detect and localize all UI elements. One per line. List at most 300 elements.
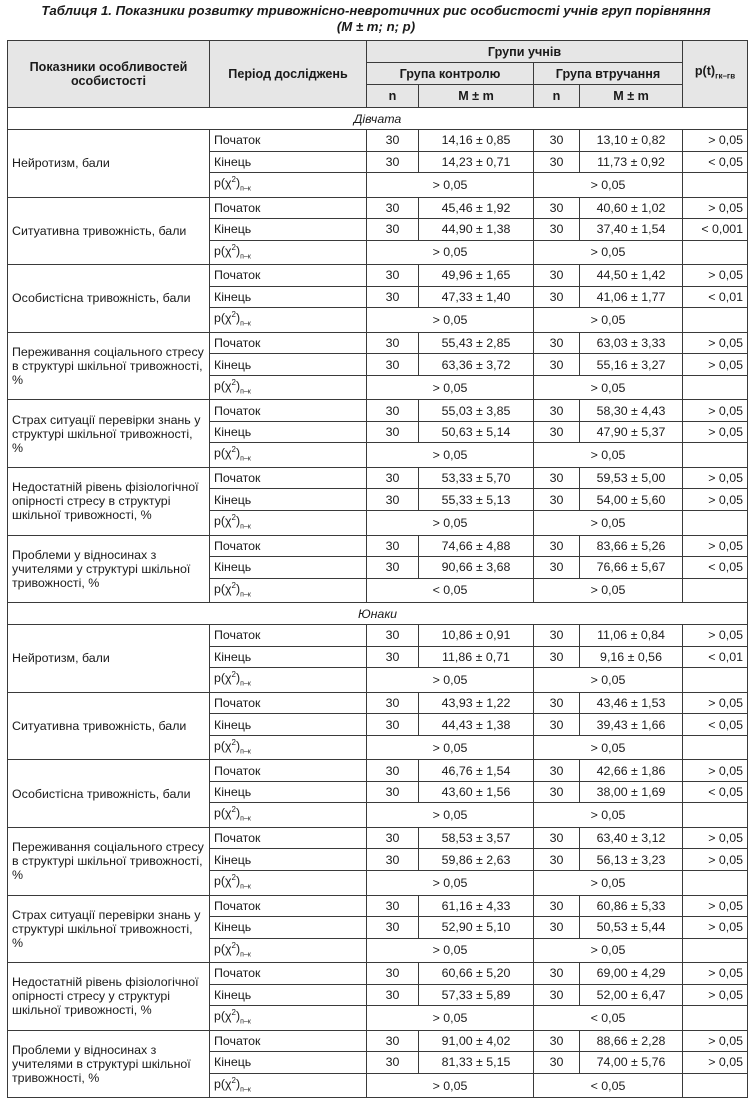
mm-control: 43,60 ± 1,56 xyxy=(419,781,534,803)
chi-close: ) xyxy=(235,581,241,596)
n-control: 30 xyxy=(367,895,419,917)
chi-close: ) xyxy=(235,176,241,191)
chi-close: ) xyxy=(235,378,241,393)
mm-control: 60,66 ± 5,20 xyxy=(419,963,534,985)
mm-control: 47,33 ± 1,40 xyxy=(419,286,534,308)
period-end: Кінець xyxy=(210,781,367,803)
chi-close: ) xyxy=(235,1076,241,1091)
empty-cell xyxy=(683,668,748,693)
n-control: 30 xyxy=(367,265,419,287)
mm-control: 14,16 ± 0,85 xyxy=(419,130,534,152)
chi-prefix: p(χ xyxy=(214,446,232,461)
mm-intervention: 88,66 ± 2,28 xyxy=(580,1030,683,1052)
n-control: 30 xyxy=(367,197,419,219)
chi-label xyxy=(210,735,367,760)
header-pt xyxy=(683,41,748,108)
n-intervention: 30 xyxy=(534,332,580,354)
p-value: > 0,05 xyxy=(683,895,748,917)
empty-cell xyxy=(683,870,748,895)
p-value: > 0,05 xyxy=(683,849,748,871)
n-control: 30 xyxy=(367,917,419,939)
n-intervention: 30 xyxy=(534,827,580,849)
n-control: 30 xyxy=(367,984,419,1006)
n-intervention: 30 xyxy=(534,692,580,714)
mm-control: 44,90 ± 1,38 xyxy=(419,219,534,241)
mm-intervention: 60,86 ± 5,33 xyxy=(580,895,683,917)
mm-intervention: 47,90 ± 5,37 xyxy=(580,421,683,443)
n-control: 30 xyxy=(367,963,419,985)
p-value: < 0,001 xyxy=(683,219,748,241)
chi-superscript: 2 xyxy=(231,580,236,590)
mm-control: 11,86 ± 0,71 xyxy=(419,646,534,668)
p-value: > 0,05 xyxy=(683,535,748,557)
chi-prefix: p(χ xyxy=(214,243,232,258)
chi-subscript: п–к xyxy=(240,1086,251,1094)
chi-label xyxy=(210,668,367,693)
p-value: > 0,05 xyxy=(683,827,748,849)
chi-superscript: 2 xyxy=(231,805,236,815)
caption-notation: (M ± m; n; p) xyxy=(336,19,416,34)
mm-intervention: 40,60 ± 1,02 xyxy=(580,197,683,219)
period-end: Кінець xyxy=(210,219,367,241)
n-intervention: 30 xyxy=(534,286,580,308)
indicator-name: Переживання соціального стресу в структурі шкільної тривожності, % xyxy=(8,827,210,895)
n-intervention: 30 xyxy=(534,130,580,152)
n-intervention: 30 xyxy=(534,197,580,219)
p-value: > 0,05 xyxy=(683,265,748,287)
period-start: Початок xyxy=(210,692,367,714)
results-table xyxy=(7,40,748,1098)
mm-intervention: 11,73 ± 0,92 xyxy=(580,151,683,173)
chi-prefix: p(χ xyxy=(214,514,232,529)
mm-control: 55,43 ± 2,85 xyxy=(419,332,534,354)
n-intervention: 30 xyxy=(534,714,580,736)
indicator-name: Страх ситуації перевірки знань у структурі шкільної тривожності, % xyxy=(8,895,210,963)
chi-intervention: > 0,05 xyxy=(534,870,683,895)
chi-control: > 0,05 xyxy=(367,735,534,760)
indicator-name: Недостатній рівень фізіологічної опірності стресу у структурі шкільної тривожності, % xyxy=(8,963,210,1031)
p-value: > 0,05 xyxy=(683,421,748,443)
empty-cell xyxy=(683,1006,748,1031)
n-intervention: 30 xyxy=(534,467,580,489)
chi-intervention: < 0,05 xyxy=(534,1073,683,1098)
n-intervention: 30 xyxy=(534,535,580,557)
n-intervention: 30 xyxy=(534,963,580,985)
period-start: Початок xyxy=(210,895,367,917)
chi-control: > 0,05 xyxy=(367,1006,534,1031)
mm-intervention: 37,40 ± 1,54 xyxy=(580,219,683,241)
chi-close: ) xyxy=(235,243,241,258)
mm-intervention: 76,66 ± 5,67 xyxy=(580,557,683,579)
n-control: 30 xyxy=(367,1052,419,1074)
mm-intervention: 9,16 ± 0,56 xyxy=(580,646,683,668)
period-start: Початок xyxy=(210,1030,367,1052)
table-row xyxy=(8,130,748,152)
n-intervention: 30 xyxy=(534,625,580,647)
period-start: Початок xyxy=(210,963,367,985)
mm-control: 74,66 ± 4,88 xyxy=(419,535,534,557)
p-value: < 0,05 xyxy=(683,714,748,736)
mm-intervention: 38,00 ± 1,69 xyxy=(580,781,683,803)
empty-cell xyxy=(683,173,748,198)
n-intervention: 30 xyxy=(534,265,580,287)
period-end: Кінець xyxy=(210,286,367,308)
mm-intervention: 55,16 ± 3,27 xyxy=(580,354,683,376)
n-intervention: 30 xyxy=(534,219,580,241)
chi-prefix: p(χ xyxy=(214,1009,232,1024)
n-intervention: 30 xyxy=(534,1052,580,1074)
chi-control: > 0,05 xyxy=(367,240,534,265)
mm-intervention: 42,66 ± 1,86 xyxy=(580,760,683,782)
header-pt-sub: гк–гв xyxy=(715,71,736,81)
header-n-control: n xyxy=(367,85,419,108)
table-row xyxy=(8,535,748,557)
chi-label xyxy=(210,938,367,963)
table-row xyxy=(8,265,748,287)
mm-intervention: 39,43 ± 1,66 xyxy=(580,714,683,736)
p-value: > 0,05 xyxy=(683,467,748,489)
n-control: 30 xyxy=(367,489,419,511)
chi-control: > 0,05 xyxy=(367,938,534,963)
p-value: < 0,05 xyxy=(683,781,748,803)
mm-intervention: 69,00 ± 4,29 xyxy=(580,963,683,985)
chi-intervention: > 0,05 xyxy=(534,510,683,535)
mm-control: 49,96 ± 1,65 xyxy=(419,265,534,287)
n-control: 30 xyxy=(367,467,419,489)
chi-superscript: 2 xyxy=(231,175,236,184)
chi-subscript: п–к xyxy=(240,951,251,959)
chi-intervention: > 0,05 xyxy=(534,173,683,198)
period-start: Початок xyxy=(210,760,367,782)
mm-intervention: 44,50 ± 1,42 xyxy=(580,265,683,287)
period-start: Початок xyxy=(210,265,367,287)
n-control: 30 xyxy=(367,421,419,443)
table-body xyxy=(8,108,748,1098)
caption-title: Таблиця 1. Показники розвитку тривожнісно-невротичних рис особистості учнів груп порівняння xyxy=(41,3,711,18)
mm-control: 10,86 ± 0,91 xyxy=(419,625,534,647)
table-row xyxy=(8,1030,748,1052)
chi-intervention: > 0,05 xyxy=(534,240,683,265)
indicator-name: Нейротизм, бали xyxy=(8,130,210,198)
indicator-name: Проблеми у відносинах з учителями в структурі шкільної тривожності, % xyxy=(8,1030,210,1098)
chi-control: < 0,05 xyxy=(367,578,534,603)
table-row xyxy=(8,467,748,489)
section-title: Дівчата xyxy=(8,108,748,130)
p-value: < 0,05 xyxy=(683,557,748,579)
n-intervention: 30 xyxy=(534,400,580,422)
mm-intervention: 50,53 ± 5,44 xyxy=(580,917,683,939)
n-control: 30 xyxy=(367,849,419,871)
chi-close: ) xyxy=(235,671,241,686)
table-row xyxy=(8,625,748,647)
n-control: 30 xyxy=(367,535,419,557)
chi-prefix: p(χ xyxy=(214,378,232,393)
p-value: < 0,01 xyxy=(683,286,748,308)
chi-close: ) xyxy=(235,446,241,461)
chi-subscript: п–к xyxy=(240,815,251,823)
chi-label xyxy=(210,870,367,895)
indicator-name: Ситуативна тривожність, бали xyxy=(8,692,210,760)
chi-superscript: 2 xyxy=(231,242,236,252)
chi-subscript: п–к xyxy=(240,1018,251,1026)
mm-control: 90,66 ± 3,68 xyxy=(419,557,534,579)
chi-control: > 0,05 xyxy=(367,1073,534,1098)
period-end: Кінець xyxy=(210,354,367,376)
n-control: 30 xyxy=(367,286,419,308)
period-end: Кінець xyxy=(210,917,367,939)
p-value: > 0,05 xyxy=(683,354,748,376)
chi-prefix: p(χ xyxy=(214,176,232,191)
empty-cell xyxy=(683,308,748,333)
p-value: > 0,05 xyxy=(683,197,748,219)
n-control: 30 xyxy=(367,557,419,579)
header-indicator: Показники особливостей особистості xyxy=(8,41,210,108)
p-value: > 0,05 xyxy=(683,400,748,422)
header-groups: Групи учнів xyxy=(367,41,683,63)
chi-label xyxy=(210,1073,367,1098)
period-end: Кінець xyxy=(210,1052,367,1074)
mm-intervention: 63,40 ± 3,12 xyxy=(580,827,683,849)
chi-superscript: 2 xyxy=(231,737,236,747)
table-row xyxy=(8,197,748,219)
chi-label xyxy=(210,443,367,468)
chi-subscript: п–к xyxy=(240,523,251,531)
indicator-name: Недостатній рівень фізіологічної опірності стресу в структурі шкільної тривожності, % xyxy=(8,467,210,535)
n-control: 30 xyxy=(367,354,419,376)
mm-intervention: 52,00 ± 6,47 xyxy=(580,984,683,1006)
empty-cell xyxy=(683,938,748,963)
chi-close: ) xyxy=(235,738,241,753)
table-row xyxy=(8,895,748,917)
period-end: Кінець xyxy=(210,646,367,668)
period-start: Початок xyxy=(210,467,367,489)
mm-intervention: 58,30 ± 4,43 xyxy=(580,400,683,422)
empty-cell xyxy=(683,578,748,603)
chi-label xyxy=(210,803,367,828)
chi-control: > 0,05 xyxy=(367,510,534,535)
empty-cell xyxy=(683,510,748,535)
p-value: > 0,05 xyxy=(683,760,748,782)
chi-intervention: > 0,05 xyxy=(534,375,683,400)
chi-superscript: 2 xyxy=(231,1008,236,1018)
mm-control: 81,33 ± 5,15 xyxy=(419,1052,534,1074)
p-value: < 0,05 xyxy=(683,151,748,173)
chi-intervention: > 0,05 xyxy=(534,668,683,693)
table-row xyxy=(8,963,748,985)
p-value: > 0,05 xyxy=(683,332,748,354)
period-start: Початок xyxy=(210,535,367,557)
mm-control: 45,46 ± 1,92 xyxy=(419,197,534,219)
mm-intervention: 74,00 ± 5,76 xyxy=(580,1052,683,1074)
mm-intervention: 43,46 ± 1,53 xyxy=(580,692,683,714)
n-control: 30 xyxy=(367,400,419,422)
n-control: 30 xyxy=(367,332,419,354)
chi-control: > 0,05 xyxy=(367,803,534,828)
indicator-name: Ситуативна тривожність, бали xyxy=(8,197,210,265)
n-control: 30 xyxy=(367,646,419,668)
chi-control: > 0,05 xyxy=(367,668,534,693)
empty-cell xyxy=(683,735,748,760)
period-end: Кінець xyxy=(210,151,367,173)
mm-control: 46,76 ± 1,54 xyxy=(419,760,534,782)
n-control: 30 xyxy=(367,1030,419,1052)
n-intervention: 30 xyxy=(534,151,580,173)
mm-control: 55,33 ± 5,13 xyxy=(419,489,534,511)
chi-subscript: п–к xyxy=(240,455,251,463)
n-intervention: 30 xyxy=(534,781,580,803)
period-start: Початок xyxy=(210,827,367,849)
chi-intervention: > 0,05 xyxy=(534,938,683,963)
n-intervention: 30 xyxy=(534,354,580,376)
p-value: > 0,05 xyxy=(683,963,748,985)
p-value: > 0,05 xyxy=(683,1052,748,1074)
n-intervention: 30 xyxy=(534,849,580,871)
mm-intervention: 59,53 ± 5,00 xyxy=(580,467,683,489)
chi-close: ) xyxy=(235,514,241,529)
header-control-group: Група контролю xyxy=(367,63,534,85)
mm-control: 59,86 ± 2,63 xyxy=(419,849,534,871)
n-control: 30 xyxy=(367,714,419,736)
mm-control: 63,36 ± 3,72 xyxy=(419,354,534,376)
mm-intervention: 41,06 ± 1,77 xyxy=(580,286,683,308)
n-control: 30 xyxy=(367,760,419,782)
p-value: > 0,05 xyxy=(683,1030,748,1052)
chi-superscript: 2 xyxy=(231,310,236,320)
mm-control: 53,33 ± 5,70 xyxy=(419,467,534,489)
table-row xyxy=(8,692,748,714)
chi-control: > 0,05 xyxy=(367,443,534,468)
header-mm-control: M ± m xyxy=(419,85,534,108)
p-value: > 0,05 xyxy=(683,625,748,647)
chi-prefix: p(χ xyxy=(214,671,232,686)
header-period: Період досліджень xyxy=(210,41,367,108)
period-start: Початок xyxy=(210,197,367,219)
p-value: > 0,05 xyxy=(683,984,748,1006)
n-control: 30 xyxy=(367,219,419,241)
mm-control: 43,93 ± 1,22 xyxy=(419,692,534,714)
n-control: 30 xyxy=(367,130,419,152)
chi-subscript: п–к xyxy=(240,253,251,261)
chi-superscript: 2 xyxy=(231,940,236,950)
chi-prefix: p(χ xyxy=(214,581,232,596)
section-row xyxy=(8,603,748,625)
mm-control: 57,33 ± 5,89 xyxy=(419,984,534,1006)
p-value: > 0,05 xyxy=(683,130,748,152)
indicator-name: Страх ситуації перевірки знань у структурі шкільної тривожності, % xyxy=(8,400,210,468)
n-control: 30 xyxy=(367,692,419,714)
period-start: Початок xyxy=(210,332,367,354)
mm-control: 52,90 ± 5,10 xyxy=(419,917,534,939)
chi-intervention: > 0,05 xyxy=(534,308,683,333)
mm-intervention: 13,10 ± 0,82 xyxy=(580,130,683,152)
chi-control: > 0,05 xyxy=(367,308,534,333)
n-control: 30 xyxy=(367,827,419,849)
mm-control: 50,63 ± 5,14 xyxy=(419,421,534,443)
table-row xyxy=(8,760,748,782)
n-intervention: 30 xyxy=(534,984,580,1006)
chi-superscript: 2 xyxy=(231,445,236,455)
chi-label xyxy=(210,240,367,265)
chi-intervention: > 0,05 xyxy=(534,803,683,828)
indicator-name: Проблеми у відносинах з учителями у структурі шкільної тривожності, % xyxy=(8,535,210,603)
chi-subscript: п–к xyxy=(240,748,251,756)
chi-prefix: p(χ xyxy=(214,1076,232,1091)
section-row xyxy=(8,108,748,130)
empty-cell xyxy=(683,803,748,828)
chi-close: ) xyxy=(235,874,241,889)
n-intervention: 30 xyxy=(534,895,580,917)
chi-control: > 0,05 xyxy=(367,173,534,198)
chi-subscript: п–к xyxy=(240,388,251,396)
period-start: Початок xyxy=(210,400,367,422)
chi-superscript: 2 xyxy=(231,512,236,522)
period-end: Кінець xyxy=(210,489,367,511)
table-header xyxy=(8,41,748,108)
period-end: Кінець xyxy=(210,557,367,579)
n-intervention: 30 xyxy=(534,760,580,782)
p-value: > 0,05 xyxy=(683,917,748,939)
header-intervention-group: Група втручання xyxy=(534,63,683,85)
chi-label xyxy=(210,375,367,400)
chi-prefix: p(χ xyxy=(214,941,232,956)
mm-control: 14,23 ± 0,71 xyxy=(419,151,534,173)
chi-intervention: > 0,05 xyxy=(534,578,683,603)
chi-label xyxy=(210,1006,367,1031)
n-intervention: 30 xyxy=(534,557,580,579)
period-start: Початок xyxy=(210,625,367,647)
period-end: Кінець xyxy=(210,714,367,736)
chi-intervention: > 0,05 xyxy=(534,443,683,468)
header-mm-intervention: M ± m xyxy=(580,85,683,108)
chi-label xyxy=(210,578,367,603)
chi-close: ) xyxy=(235,311,241,326)
chi-close: ) xyxy=(235,941,241,956)
n-control: 30 xyxy=(367,625,419,647)
chi-subscript: п–к xyxy=(240,185,251,193)
period-start: Початок xyxy=(210,130,367,152)
chi-prefix: p(χ xyxy=(214,311,232,326)
chi-control: > 0,05 xyxy=(367,375,534,400)
chi-subscript: п–к xyxy=(240,320,251,328)
mm-control: 61,16 ± 4,33 xyxy=(419,895,534,917)
chi-prefix: p(χ xyxy=(214,874,232,889)
chi-superscript: 2 xyxy=(231,1075,236,1085)
mm-control: 44,43 ± 1,38 xyxy=(419,714,534,736)
n-intervention: 30 xyxy=(534,646,580,668)
chi-subscript: п–к xyxy=(240,591,251,599)
mm-intervention: 83,66 ± 5,26 xyxy=(580,535,683,557)
chi-intervention: > 0,05 xyxy=(534,735,683,760)
n-intervention: 30 xyxy=(534,917,580,939)
chi-superscript: 2 xyxy=(231,377,236,387)
chi-intervention: < 0,05 xyxy=(534,1006,683,1031)
period-end: Кінець xyxy=(210,421,367,443)
chi-subscript: п–к xyxy=(240,883,251,891)
section-title: Юнаки xyxy=(8,603,748,625)
indicator-name: Особистісна тривожність, бали xyxy=(8,760,210,828)
p-value: > 0,05 xyxy=(683,489,748,511)
chi-control: > 0,05 xyxy=(367,870,534,895)
chi-prefix: p(χ xyxy=(214,806,232,821)
chi-label xyxy=(210,510,367,535)
n-intervention: 30 xyxy=(534,489,580,511)
period-end: Кінець xyxy=(210,984,367,1006)
chi-superscript: 2 xyxy=(231,872,236,882)
indicator-name: Нейротизм, бали xyxy=(8,625,210,693)
header-pt-label: p(t) xyxy=(694,64,716,79)
empty-cell xyxy=(683,375,748,400)
period-end: Кінець xyxy=(210,849,367,871)
